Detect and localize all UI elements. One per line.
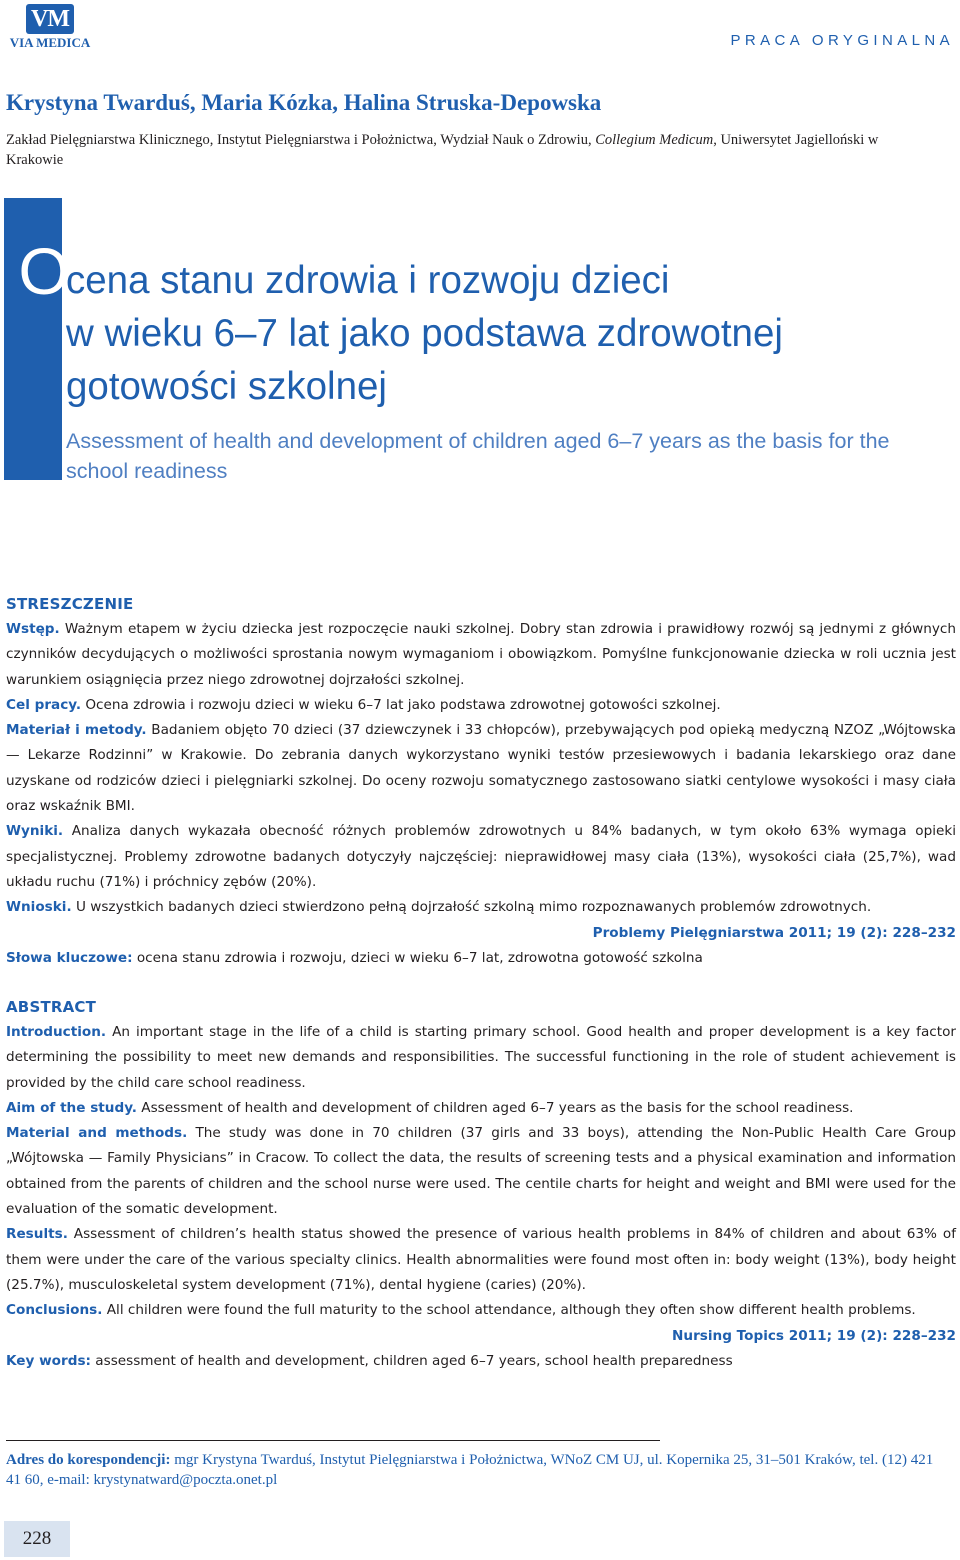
wstep-text: Ważnym etapem w życiu dziecka jest rozpoczęcie nauki szkolnej. Dobry stan zdrowia i prawidłowy rozwój są jednymi z głównych czynników decydujących o możliwości sprostania nowym wymaganiom i obowiązkom. Pomyślne funkcjonowanie dziecka w roli ucznia jest warunkiem osiągnięcia przez niego zdrowotnej dojrzałości szkolnej. [6, 621, 956, 688]
introduction-paragraph [6, 1020, 956, 1096]
results-text: Assessment of children’s health status showed the presence of various health problems in 84% of children and about 63% of them were under the care of the various specialty clinics. Health abnormalities were found most often in: body weight (13%), body height (25.7%), musculoskeletal system development (71%), dental hygiene (caries) (20%). [6, 1226, 956, 1293]
title-line-2: w wieku 6–7 lat jako podstawa zdrowotnej [66, 312, 783, 355]
authors: Krystyna Twarduś, Maria Kózka, Halina Struska-Depowska [6, 90, 602, 115]
abstract-heading: ABSTRACT [6, 998, 97, 1016]
material-label: Materiał i metody. [6, 722, 147, 739]
cel-paragraph [6, 693, 956, 718]
affiliation-italic: Collegium Medicum [595, 132, 714, 148]
slowa-kluczowe-text: ocena stanu zdrowia i rozwoju, dzieci w wieku 6–7 lat, zdrowotna gotowość szkolna [132, 949, 703, 966]
correspondence-address [6, 1450, 951, 1490]
wyniki-text: Analiza danych wykazała obecność różnych problemów zdrowotnych u 84% badanych, w tym około 63% wymaga opieki specjalistycznej. Problemy zdrowotne badanych dotyczyły najczęściej: nieprawidłowej masy ciała (13%), wysokości ciała (25,7%), wad układu ruchu (71%) i próchnicy zębów (20%). [6, 823, 956, 890]
cel-text: Ocena zdrowia i rozwoju dzieci w wieku 6–7 lat jako podstawa zdrowotnej gotowości szkolnej. [81, 696, 721, 713]
material-text: Badaniem objęto 70 dzieci (37 dziewczynek i 33 chłopców), przebywających pod opieką medyczną NZOZ „Wójtowska — Lekarze Rodzinni” w Krakowie. Do zebrania danych wykorzystano wyniki testów przesiewowych i badania lekarskiego oraz dane uzyskane od rodziców dzieci i pielęgniarki szkolnej. Do oceny rozwoju somatycznego zastosowano siatki centylowe wysokości i masy ciała oraz wskaźnik BMI. [6, 722, 956, 815]
aim-label: Aim of the study. [6, 1099, 137, 1116]
publisher-logo [4, 4, 96, 48]
wyniki-paragraph [6, 819, 956, 895]
slowa-kluczowe-paragraph [6, 946, 956, 971]
affiliation-text: Zakład Pielęgniarstwa Klinicznego, Instytut Pielęgniarstwa i Położnictwa, Wydział Nauk o Zdrowiu, [6, 132, 596, 148]
title-initial: O [18, 234, 70, 308]
wstep-label: Wstęp. [6, 621, 60, 637]
cel-label: Cel pracy. [6, 696, 82, 713]
abstract-section [6, 995, 956, 1374]
journal-citation-en: Nursing Topics 2011; 19 (2): 228–232 [672, 1327, 956, 1344]
introduction-text: An important stage in the life of a child is starting primary school. Good health and proper development is a key factor determining the possibility to meet new demands and responsibilities. The successful functioning in the role of student achievement is provided by the child care school readiness. [6, 1024, 956, 1091]
affiliation-text-end: , Uniwersytet Jagielloński w Krakowie [6, 132, 879, 168]
material-paragraph [6, 718, 956, 819]
wnioski-label: Wnioski. [6, 899, 72, 916]
correspondence-text: mgr Krystyna Twarduś, Instytut Pielęgniarstwa i Położnictwa, WNoZ CM UJ, ul. Kopernika 25, 31–501 Kraków, tel. (12) 421 41 60, e-mail: krystynatward@poczta.onet.pl [6, 1452, 934, 1488]
publisher-name: VIA MEDICA [9, 35, 91, 50]
conclusions-paragraph [6, 1298, 956, 1323]
vm-logo-mark: VM [26, 4, 74, 34]
title-line-3: gotowości szkolnej [66, 365, 387, 408]
introduction-label: Introduction. [6, 1024, 107, 1040]
results-paragraph [6, 1222, 956, 1298]
journal-citation-pl: Problemy Pielęgniarstwa 2011; 19 (2): 228–232 [592, 924, 956, 941]
correspondence-label: Adres do korespondencji: [6, 1452, 171, 1468]
footnote-rule [6, 1440, 660, 1441]
streszczenie-section [6, 592, 956, 971]
wnioski-text: U wszystkich badanych dzieci stwierdzono pełną dojrzałość szkolną mimo rozpoznawanych problemów zdrowotnych. [71, 899, 872, 916]
slowa-kluczowe-label: Słowa kluczowe: [6, 949, 133, 966]
methods-paragraph [6, 1121, 956, 1222]
key-words-label: Key words: [6, 1352, 91, 1369]
affiliation [6, 130, 936, 170]
aim-text: Assessment of health and development of children aged 6–7 years as the basis for the school readiness. [136, 1099, 854, 1116]
conclusions-label: Conclusions. [6, 1302, 103, 1319]
wnioski-paragraph [6, 895, 956, 920]
page-number: 228 [4, 1521, 70, 1557]
title-line-1: cena stanu zdrowia i rozwoju dzieci [66, 259, 670, 302]
methods-label: Material and methods. [6, 1125, 188, 1142]
conclusions-text: All children were found the full maturity to the school attendance, although they often show different health problems. [102, 1302, 916, 1319]
article-title [66, 254, 956, 413]
wstep-paragraph [6, 617, 956, 693]
english-title: Assessment of health and development of children aged 6–7 years as the basis for the school readiness [66, 429, 890, 483]
key-words-paragraph [6, 1349, 956, 1374]
results-label: Results. [6, 1226, 68, 1243]
key-words-text: assessment of health and development, children aged 6–7 years, school health preparedness [90, 1352, 733, 1369]
streszczenie-heading: STRESZCZENIE [6, 595, 134, 613]
aim-paragraph [6, 1096, 956, 1121]
article-type-label: PRACA ORYGINALNA [730, 32, 954, 49]
wyniki-label: Wyniki. [6, 823, 64, 840]
methods-text: The study was done in 70 children (37 girls and 33 boys), attending the Non-Public Health Care Group „Wójtowska — Family Physicians” in Cracow. To collect the data, the results of screening tests and a physical examination and information obtained from the parents of children and the school nurse were used. The centile charts for height and weight and BMI were used for the evaluation of the somatic development. [6, 1125, 956, 1218]
